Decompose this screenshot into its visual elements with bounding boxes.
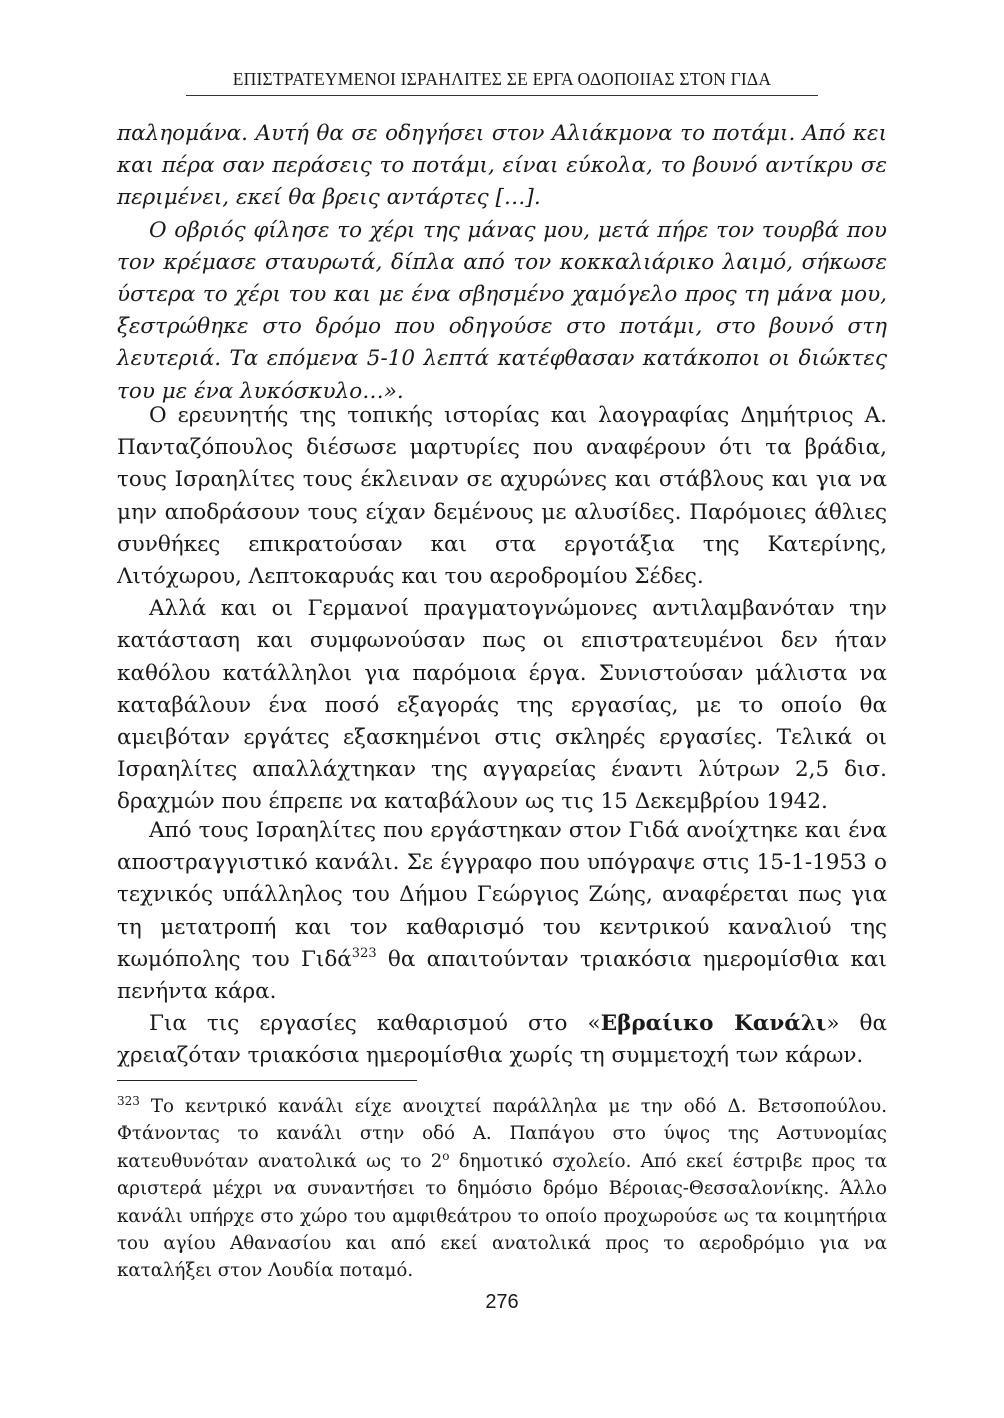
paragraph-drainage-canal-end: θα απαιτούνταν τριακόσια ημερομίσθια και πενήντα κάρα. xyxy=(117,946,887,1005)
running-header: ΕΠΙΣΤΡΑΤΕΥΜΕΝΟΙ ΙΣΡΑΗΛΙΤΕΣ ΣΕ ΕΡΓΑ ΟΔΟΠΟΙΙΑΣ ΣΤΟΝ ΓΙΔΑ xyxy=(232,69,772,89)
header-underline xyxy=(186,95,818,96)
paragraph-jewish-canal-end: » θα χρειαζόταν τριακόσια ημερομίσθια χωρίς τη συμμετοχή των κάρων. xyxy=(117,1011,888,1069)
paragraph-german-experts: Αλλά και οι Γερμανοί πραγματογνώμονες αντιλαμβανόταν την κατάσταση και συμφωνούσαν πως οι επιστρατευμένοι δεν ήταν καθόλου κατάλληλοι για παρόμοια έργα. Συνιστούσαν μάλιστα να καταβάλουν ένα ποσό εξαγοράς της εργασίας, με το οποίο θα αμειβόταν εργάτες εξασκημένοι στις σκληρές εργασίες. Τελικά οι Ισραηλίτες απαλλάχτηκαν της αγγαρείας έναντι λύτρων 2,5 δισ. δραχμών που έπρεπε να καταβάλουν ως τις 15 Δεκεμβρίου 1942. xyxy=(117,596,887,815)
bold-canal-name: Εβραίικο Κανάλι xyxy=(600,1011,827,1037)
quote-block-italic xyxy=(117,118,887,408)
paragraph-jewish-canal xyxy=(117,1008,887,1072)
paragraph-pantazopoulos: Ο ερευνητής της τοπικής ιστορίας και λαογραφίας Δημήτριος Α. Πανταζόπουλος διέσωσε μαρτυρίες που αναφέρουν ότι τα βράδια, τους Ισραηλίτες τους έκλειναν σε αχυρώνες και στάβλους και για να μην αποδράσουν τους είχαν δεμένους με αλυσίδες. Παρόμοιες άθλιες συνθήκες επικρατούσαν και στα εργοτάξια της Κατερίνης, Λιτόχωρου, Λεπτοκαρυάς και του αεροδρομίου Σέδες. xyxy=(117,403,887,590)
quote-paragraph-1: παληομάνα. Αυτή θα σε οδηγήσει στον Αλιάκμονα το ποτάμι. Από κει και πέρα σαν περάσεις το ποτάμι, είναι εύκολα, το βουνό αντίκρυ σε περιμένει, εκεί θα βρεις αντάρτες […]. xyxy=(117,121,887,211)
paragraph-drainage-canal-text: Από τους Ισραηλίτες που εργάστηκαν στον Γιδά ανοίχτηκε και ένα αποστραγγιστικό κανάλι. Σε έγγραφο που υπόγραψε στις 15-1-1953 ο τεχνικός υπάλληλος του Δήμου Γεώργιος Ζώης, αναφέρεται πως για τη μετατροπή και τον καθαρισμό του κεντρικού καναλιού της κωμόπολης του Γιδά xyxy=(117,818,887,972)
paragraph-drainage-canal xyxy=(117,815,887,1008)
footnote-text-end: δημοτικό σχολείο. Από εκεί έστριβε προς τα αριστερά μέχρι να συναντήσει το δημόσιο δρόμο Βέροιας-Θεσσαλονίκης. Άλλο κανάλι υπήρχε στο χώρο του αμφιθεάτρου το οποίο προχωρούσε ως τα κοιμητήρια του αγίου Αθανασίου και από εκεί ανατολικά προς το αεροδρόμιο για να καταλήξει στον Λουδία ποταμό. xyxy=(117,1150,887,1282)
footnote-ordinal-superscript: ο xyxy=(442,1148,450,1163)
quote-paragraph-2: Ο οβριός φίλησε το χέρι της μάνας μου, μετά πήρε τον τουρβά που τον κρέμασε σταυρωτά, δίπλα από τον κοκκαλιάρικο λαιμό, σήκωσε ύστερα το χέρι του και με ένα σβησμένο χαμόγελο προς τη μάνα μου, ξεστρώθηκε στο δρόμο που οδηγούσε στο ποτάμι, στο βουνό στη λευτεριά. Τα επόμενα 5-10 λεπτά κατέφθασαν κατάκοποι οι διώκτες του με ένα λυκόσκυλο…». xyxy=(117,217,887,404)
footnote-323 xyxy=(117,1093,887,1285)
page-number: 276 xyxy=(485,1291,519,1313)
footnote-text-start: Το κεντρικό κανάλι είχε ανοιχτεί παράλληλα με την οδό Δ. Βετσοπούλου. Φτάνοντας το κανάλι στην οδό Α. Παπάγου στο ύψος της Αστυνομίας κατευθυνόταν ανατολικά ως το 2 xyxy=(117,1096,887,1172)
footnote-reference: 323 xyxy=(351,945,377,961)
main-text-block-1 xyxy=(117,400,887,819)
footnote-number: 323 xyxy=(117,1094,140,1108)
paragraph-jewish-canal-start: Για τις εργασίες καθαρισμού στο « xyxy=(149,1011,601,1037)
main-text-block-2 xyxy=(117,815,887,1073)
footnote-separator xyxy=(117,1080,417,1081)
